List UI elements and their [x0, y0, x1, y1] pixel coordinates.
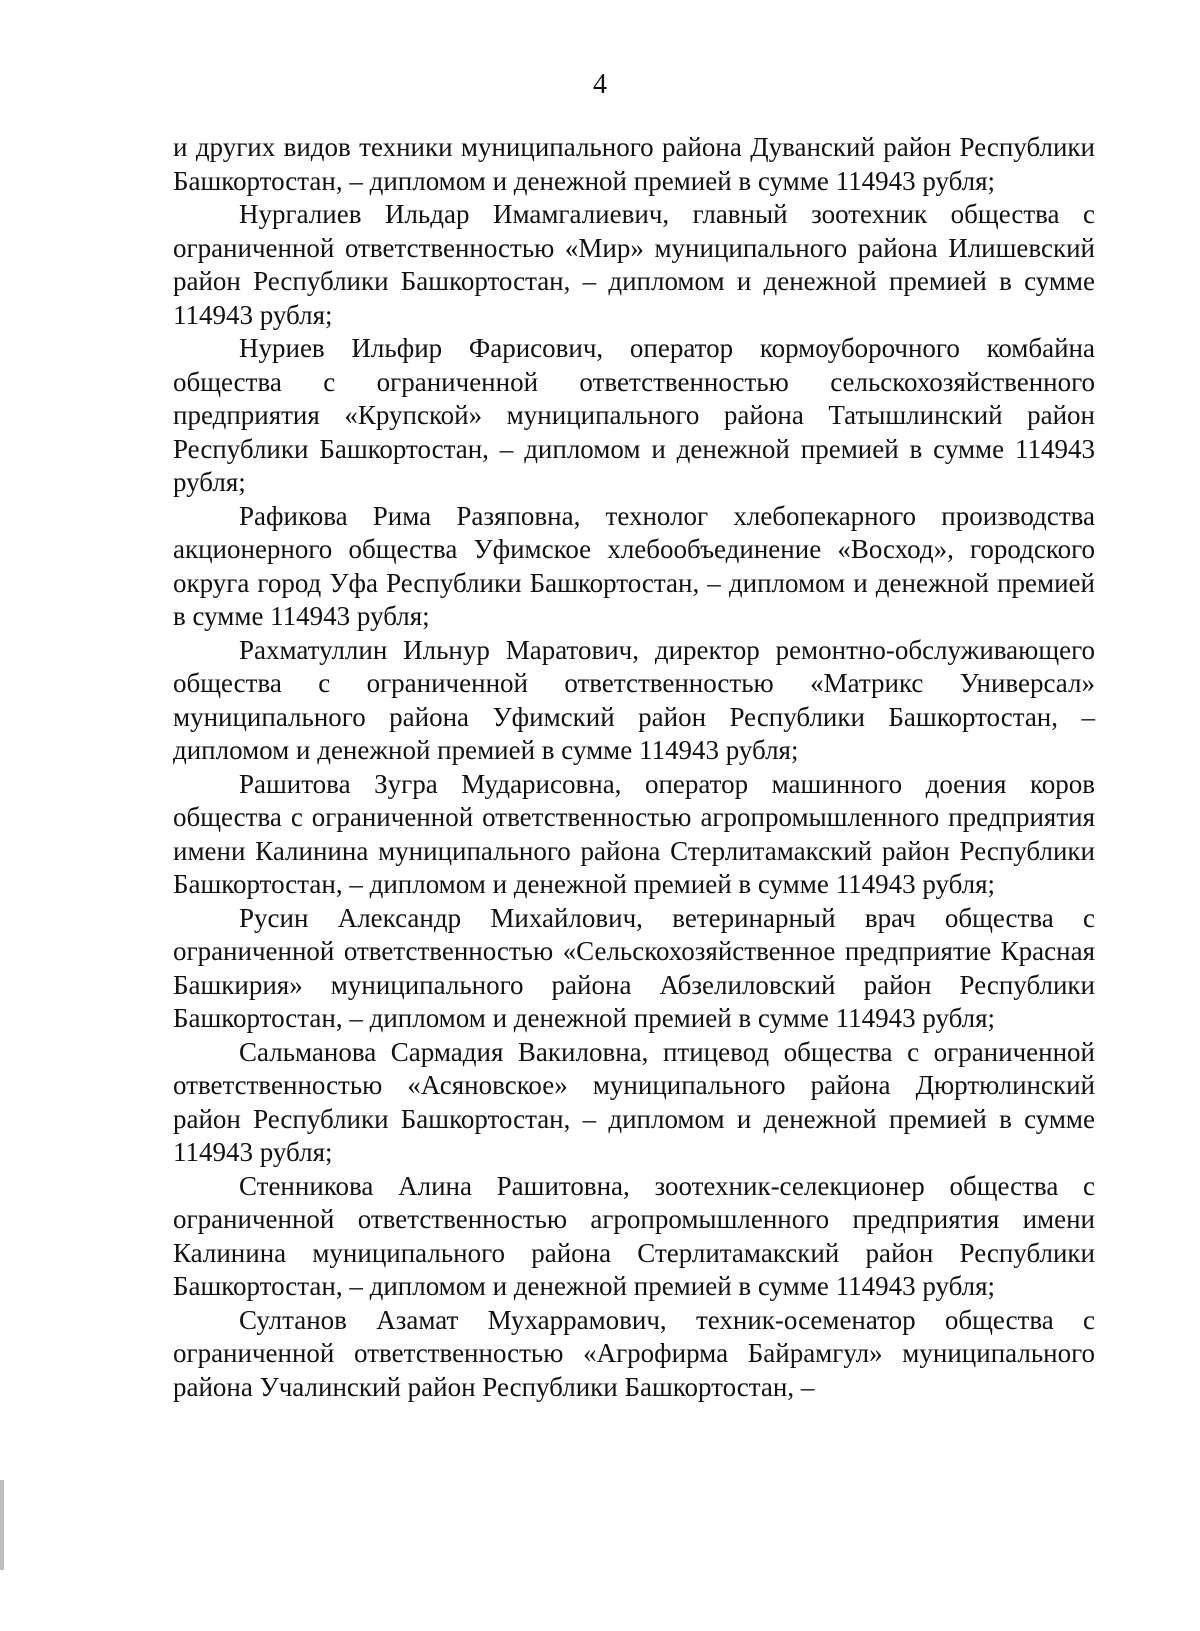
- scan-edge-shadow: [0, 1480, 4, 1570]
- paragraph-rafikova: Рафикова Рима Разяповна, технолог хлебопекарного производства акционерного общества Уфимское хлебообъединение «Восход», городского округа город Уфа Республики Башкортостан, – дипломом и денежной премией в сумме 114943 рубля;: [173, 500, 1095, 631]
- paragraph-stennikova: Стенникова Алина Рашитовна, зоотехник-селекционер общества с ограниченной ответственностью агропромышленного предприятия имени Калинина муниципального района Стерлитамакский район Республики Башкортостан, – дипломом и денежной премией в сумме 114943 рубля;: [173, 1170, 1095, 1301]
- paragraph-sultanov: Султанов Азамат Мухаррамович, техник-осеменатор общества с ограниченной ответственностью «Агрофирма Байрамгул» муниципального района Учалинский район Республики Башкортостан, –: [173, 1304, 1095, 1402]
- paragraph-salmanova: Сальманова Сармадия Вакиловна, птицевод общества с ограниченной ответственностью «Асяновское» муниципального района Дюртюлинский район Республики Башкортостан, – дипломом и денежной премией в сумме 114943 рубля;: [173, 1036, 1095, 1167]
- paragraph-rakhmatullin: Рахматуллин Ильнур Маратович, директор ремонтно-обслуживающего общества с ограниченной ответственностью «Матрикс Универсал» муниципального района Уфимский район Республики Башкортостан, – дипломом и денежной премией в сумме 114943 рубля;: [173, 634, 1095, 765]
- page-number: 4: [593, 69, 607, 100]
- document-body: [173, 131, 1095, 1404]
- paragraph-nurgaliev: Нургалиев Ильдар Имамгалиевич, главный зоотехник общества с ограниченной ответственностью «Мир» муниципального района Илишевский район Республики Башкортостан, – дипломом и денежной премией в сумме 114943 рубля;: [173, 199, 1095, 330]
- paragraph-rusin: Русин Александр Михайлович, ветеринарный врач общества с ограниченной ответственностью «Сельскохозяйственное предприятие Красная Башкирия» муниципального района Абзелиловский район Республики Башкортостан, – дипломом и денежной премией в сумме 114943 рубля;: [173, 902, 1095, 1033]
- paragraph-rashitova: Рашитова Зугра Мударисовна, оператор машинного доения коров общества с ограниченной ответственностью агропромышленного предприятия имени Калинина муниципального района Стерлитамакский район Республики Башкортостан, – дипломом и денежной премией в сумме 114943 рубля;: [173, 768, 1095, 899]
- paragraph-continuation: и других видов техники муниципального района Дуванский район Республики Башкортостан, – дипломом и денежной премией в сумме 114943 рубля;: [173, 132, 1095, 196]
- paragraph-nuriev: Нуриев Ильфир Фарисович, оператор кормоуборочного комбайна общества с ограниченной ответственностью сельскохозяйственного предприятия «Крупской» муниципального района Татышлинский район Республики Башкортостан, – дипломом и денежной премией в сумме 114943 рубля;: [173, 333, 1095, 497]
